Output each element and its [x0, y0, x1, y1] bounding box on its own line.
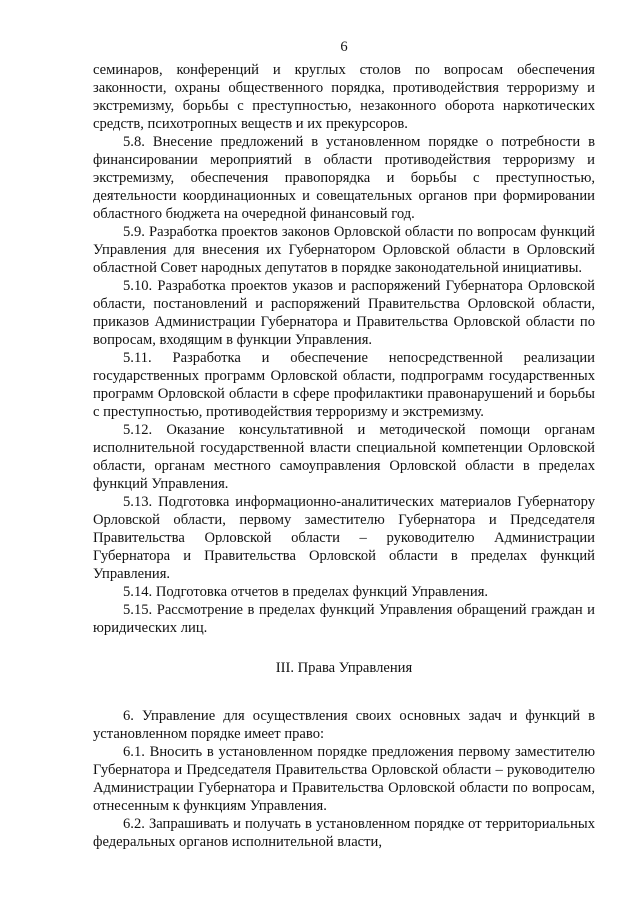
- paragraphs-top: [93, 61, 595, 637]
- paragraphs-bottom: [93, 707, 595, 851]
- page-number: 6: [340, 39, 348, 55]
- paragraph-5-8: 5.8. Внесение предложений в установленном порядке о потребности в финансировании мероприятий в области противодействия терроризму и экстремизму, обеспечения правопорядка и борьбы с преступностью, деятельности координационных и совещательных органов при формировании областного бюджета на очередной финансовый год.: [93, 134, 595, 222]
- document-page: [93, 38, 595, 851]
- paragraph-5-11: 5.11. Разработка и обеспечение непосредственной реализации государственных программ Орловской области, подпрограмм государственных программ Орловской области в сфере профилактики правонарушений и борьбы с преступностью, противодействия терроризму и экстремизму.: [93, 350, 595, 420]
- paragraph-5-12: 5.12. Оказание консультативной и методической помощи органам исполнительной государственной власти специальной компетенции Орловской области, органам местного самоуправления Орловской области в пределах функций Управления.: [93, 422, 595, 492]
- paragraph-5-10: 5.10. Разработка проектов указов и распоряжений Губернатора Орловской области, постановлений и распоряжений Правительства Орловской области, приказов Администрации Губернатора и Правительства Орловской области по вопросам, входящим в функции Управления.: [93, 278, 595, 348]
- paragraph-6-1: 6.1. Вносить в установленном порядке предложения первому заместителю Губернатора и Председателя Правительства Орловской области – руководителю Администрации Губернатора и Правительства Орловской области по вопросам, отнесенным к функциям Управления.: [93, 744, 595, 814]
- paragraph-5-15: 5.15. Рассмотрение в пределах функций Управления обращений граждан и юридических лиц.: [93, 602, 595, 636]
- paragraph-5-13: 5.13. Подготовка информационно-аналитических материалов Губернатору Орловской области, первому заместителю Губернатора и Председателя Правительства Орловской области – руководителю Администрации Губернатора и Правительства Орловской области в пределах функций Управления.: [93, 494, 595, 582]
- paragraph-continuation: семинаров, конференций и круглых столов по вопросам обеспечения законности, охраны общественного порядка, противодействия терроризму и экстремизму, борьбы с преступностью, незаконного оборота наркотических средств, психотропных веществ и их прекурсоров.: [93, 62, 595, 132]
- section-title-text: III. Права Управления: [275, 660, 413, 676]
- paragraph-6-2: 6.2. Запрашивать и получать в установленном порядке от территориальных федеральных органов исполнительной власти,: [93, 816, 595, 850]
- paragraph-5-14: 5.14. Подготовка отчетов в пределах функций Управления.: [123, 584, 489, 600]
- paragraph-6: 6. Управление для осуществления своих основных задач и функций в установленном порядке имеет право:: [93, 708, 595, 742]
- section-title: [93, 659, 595, 677]
- paragraph-5-9: 5.9. Разработка проектов законов Орловской области по вопросам функций Управления для внесения их Губернатором Орловской области в Орловский областной Совет народных депутатов в порядке законодательной инициативы.: [93, 224, 595, 276]
